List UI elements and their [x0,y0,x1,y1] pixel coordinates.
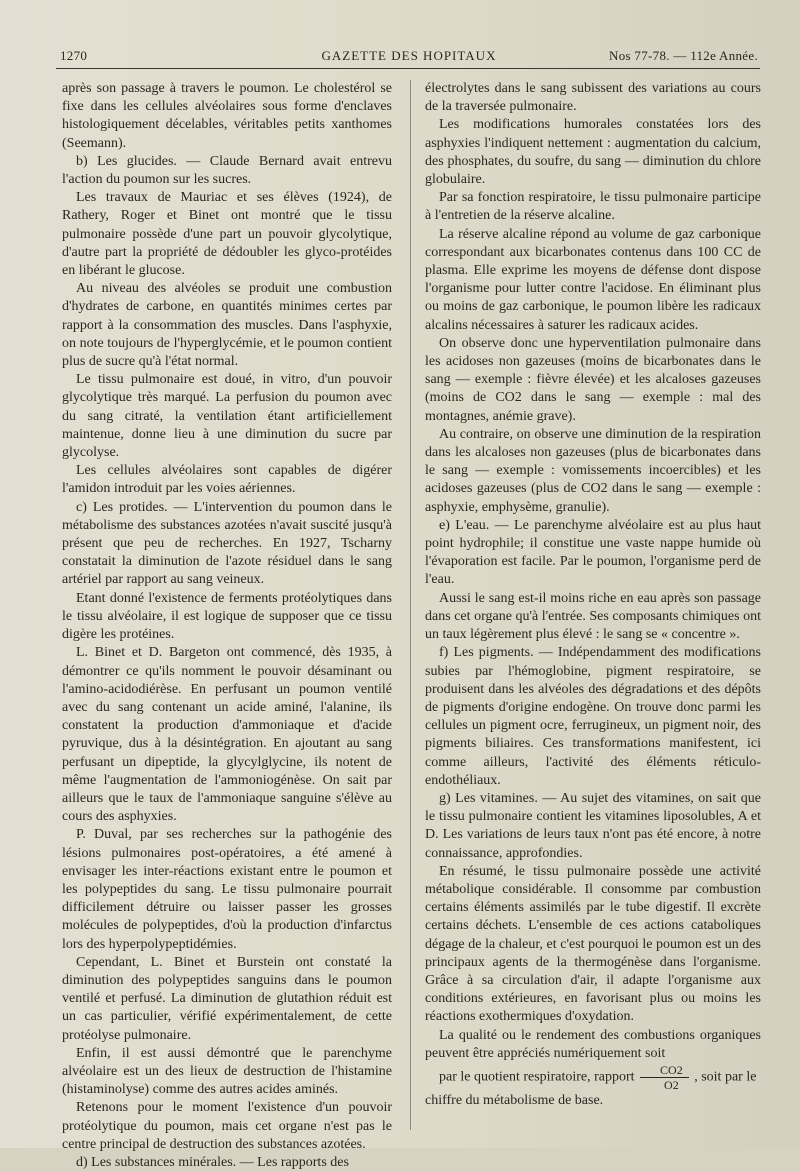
paragraph: après son passage à travers le poumon. Le cholestérol se fixe dans les cellules alvéolaires sous forme d'enclaves histologiquement décelables, véritables petits xanthomes (Seemann). [62,81,392,151]
column-divider [410,80,411,1130]
paragraph: P. Duval, par ses recherches sur la pathogénie des lésions pulmonaires post-opératoires, a été amené à envisager les inter-réactions existant entre le poumon et les polypeptides du sang. Le tissu pulmonaire pourrait difficilement détruire ou laisser passer les grosses molécules de polypeptides, d'où la production d'infarctus lors des hyperpolypeptidémies. [62,827,392,952]
paragraph: On observe donc une hyperventilation pulmonaire dans les acidoses non gazeuses (moins de bicarbonates dans le sang — exemple : fièvre élevée) et les alcaloses gazeuses (moins de CO2 dans le sang — exemple : mal des montagnes, anémie grave). [425,335,761,424]
journal-title: GAZETTE DES HOPITAUX [321,48,497,63]
paragraph: Les cellules alvéolaires sont capables de digérer l'amidon introduit par les voies aériennes. [62,463,392,497]
paragraph: Par sa fonction respiratoire, le tissu pulmonaire participe à l'entretien de la réserve alcaline. [425,190,761,224]
paragraph: L. Binet et D. Bargeton ont commencé, dès 1935, à démontrer ce qu'ils nomment le pouvoir désaminant ou l'amino-acidodiérèse. En perfusant un poumon ventilé avec du sang contenant un acide aminé, l'alanine, ils constatent la production d'ammoniaque et d'acide pyruvique, dus à la désintégration. En ajoutant au sang perfusant un dipeptide, la glycylglycine, ils notent de même l'augmentation de l'ammoniogénèse. On sait par ailleurs que le taux de l'ammoniaque sanguine s'élève au cours des asphyxies. [62,645,392,825]
page-number: 1270 [60,48,88,63]
paragraph: Au niveau des alvéoles se produit une combustion d'hydrates de carbone, en quantités minimes certes par rapport à la consommation des muscles. Dans l'asphyxie, on note toujours de l'hyperglycémie, et le poumon contient plus de sucre qu'à l'état normal. [62,281,392,370]
paragraph: chiffre du métabolisme de base. [425,1092,604,1108]
left-column [62,80,392,1172]
paragraph: électrolytes dans le sang subissent des variations au cours de la traversée pulmonaire. [425,81,761,115]
paragraph: f) Les pigments. — Indépendamment des modifications subies par l'hémoglobine, pigment respiratoire, se produisent dans les alvéoles des dégradations et des dépôts de pigments d'origine endogène. On trouve donc parmi les cellules un pigment ocre, ferrugineux, un pigment noir, des pigments biliaires. Ces transformations manifestent, ici comme ailleurs, l'activité des éléments réticulo-endothéliaux. [425,645,761,788]
issue-number: Nos 77-78. — 112e Année. [609,48,758,63]
paragraph: Le tissu pulmonaire est doué, in vitro, d'un pouvoir glycolytique très marqué. La perfusion du poumon avec du sang citraté, la ventilation étant artificiellement maintenue, donne lieu à une diminution du sucre par glycolyse. [62,372,392,461]
formula-after: , soit par le [694,1069,757,1085]
formula-line [425,1063,761,1092]
paragraph: Au contraire, on observe une diminution de la respiration dans les alcaloses non gazeuses (plus de bicarbonates dans le sang — exemple : vomissements incoercibles) et les acidoses gazeuses (plus de CO2 dans le sang — exemple : asphyxie, emphysème, granulie). [425,426,761,515]
right-column [425,80,761,1110]
paragraph: e) L'eau. — Le parenchyme alvéolaire est au plus haut point hydrophile; il constitue une vaste nappe humide où l'évaporation est facile. Par le poumon, l'organisme perd de l'eau. [425,517,761,588]
paragraph: Les travaux de Mauriac et ses élèves (1924), de Rathery, Roger et Binet ont montré que le tissu pulmonaire possède d'une part un pouvoir glycolytique, d'autre part la propriété de dédoubler les glyco-protéides en libérant le glucose. [62,190,392,279]
paragraph: Les modifications humorales constatées lors des asphyxies l'indiquent nettement : augmentation du calcium, des phosphates, du soufre, du sang — diminution du chlore globulaire. [425,117,761,188]
respiratory-quotient [640,1063,689,1092]
paragraph: c) Les protides. — L'intervention du poumon dans le métabolisme des substances azotées n'avait suscité jusqu'à présent que peu de recherches. En 1927, Tscharny constatait la diminution de l'azote résiduel dans le sang artériel par rapport au sang veineux. [62,499,392,588]
paragraph: En résumé, le tissu pulmonaire possède une activité métabolique considérable. Il consomme par combustion certains éléments assimilés par le tube digestif. Il excrète certains déchets. L'ensemble de ces actions cataboliques dégage de la chaleur, et c'est pourquoi le poumon est un des principaux agents de la thermogénèse dans l'organisme. Grâce à sa circulation d'air, il adapte l'organisme aux conditions extérieures, en favorisant plus ou moins les réactions exothermiques d'oxydation. [425,863,761,1025]
paragraph: Enfin, il est aussi démontré que le parenchyme alvéolaire est un des lieux de destruction de l'histamine (histaminolyse) comme des autres acides aminés. [62,1045,392,1098]
paragraph: Etant donné l'existence de ferments protéolytiques dans le tissu alvéolaire, il est logique de supposer que ce tissu digère les protéines. [62,590,392,643]
page-header [60,48,758,70]
formula-denominator: O2 [664,1077,679,1092]
paragraph: La réserve alcaline répond au volume de gaz carbonique correspondant aux bicarbonates contenus dans 100 CC de plasma. Elle exprime les moyens de défense dont dispose l'organisme pour lutter contre l'acidose. En éliminant plus ou moins de gaz carbonique, le poumon libère les radicaux alcalins nécessaires à saturer les radicaux acides. [425,226,761,333]
paragraph: d) Les substances minérales. — Les rapports des [76,1154,349,1170]
formula-before: par le quotient respiratoire, rapport [439,1069,635,1085]
paragraph: g) Les vitamines. — Au sujet des vitamines, on sait que le tissu pulmonaire contient les vitamines liposolubles, A et D. Les variations de leurs taux n'ont pas été encore, à notre connaissance, approfondies. [425,790,761,861]
header-rule [56,68,760,69]
paragraph: Retenons pour le moment l'existence d'un pouvoir protéolytique du poumon, mais cet organe n'est pas le centre principal de destruction des substances azotées. [62,1100,392,1152]
formula-numerator: CO2 [640,1063,689,1078]
paragraph: b) Les glucides. — Claude Bernard avait entrevu l'action du poumon sur les sucres. [62,153,392,188]
paragraph: La qualité ou le rendement des combustions organiques peuvent être appréciés numériquement soit [425,1027,761,1061]
paragraph: Cependant, L. Binet et Burstein ont constaté la diminution des polypeptides sanguins dans le poumon ventilé et perfusé. La diminution de glutathion réduit est un cas particulier, vérifié expérimentalement, de cette protéolyse pulmonaire. [62,954,392,1043]
paragraph: Aussi le sang est-il moins riche en eau après son passage dans cet organe qu'à l'entrée. Ses composants chimiques ont un taux légèrement plus élevé : le sang se « concentre ». [425,590,761,643]
